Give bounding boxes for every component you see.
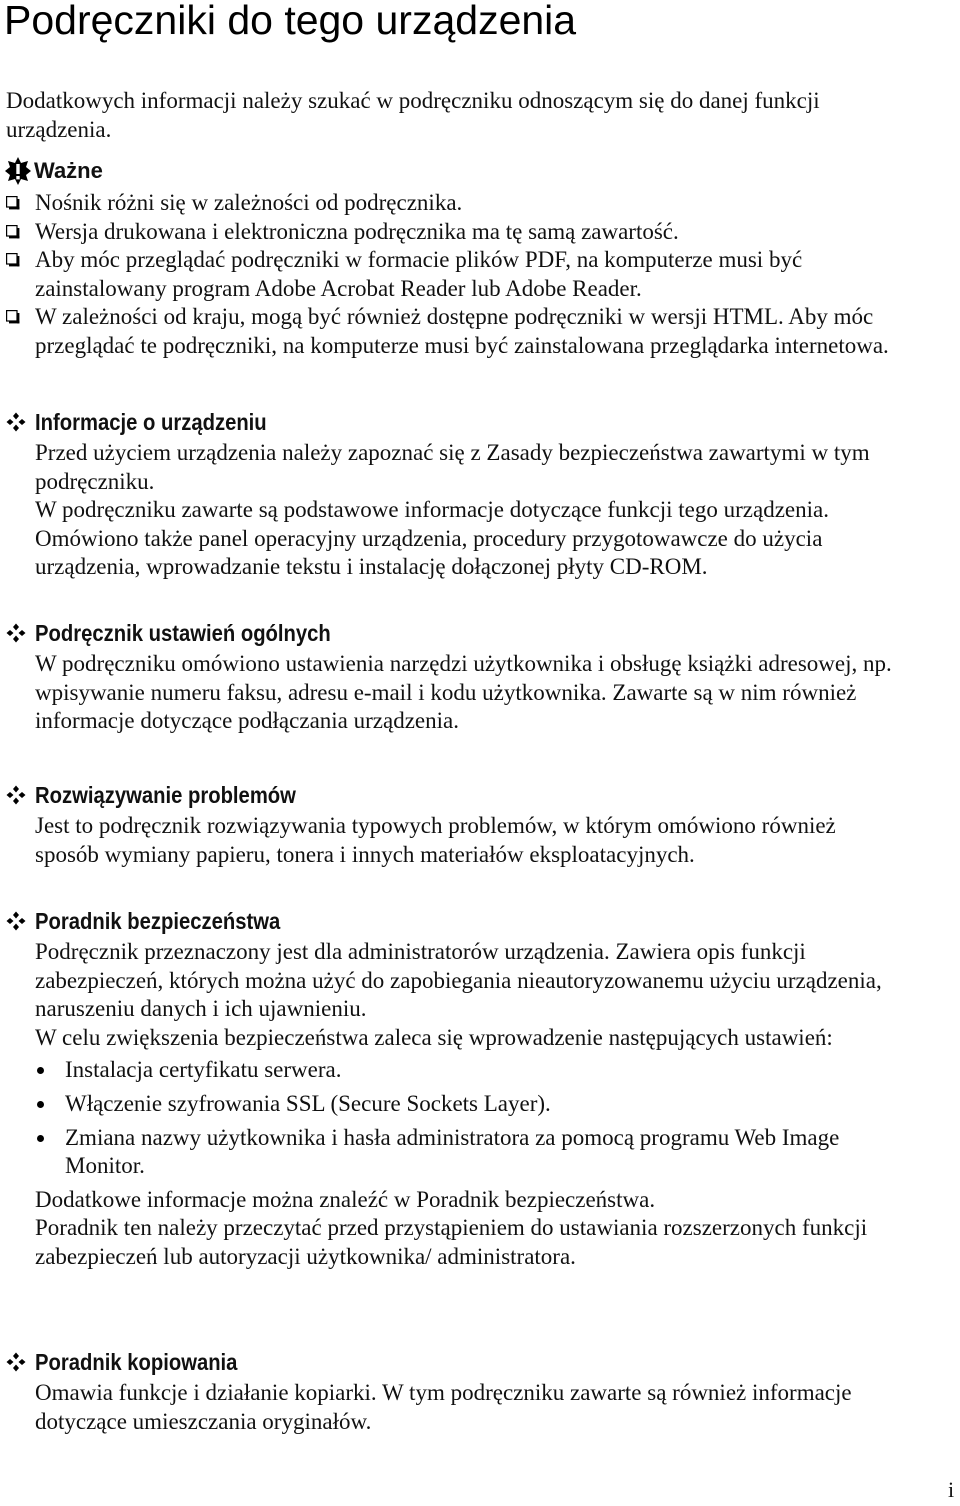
section-paragraph: W celu zwiększenia bezpieczeństwa zaleca się wprowadzenie następujących ustawień: (35, 1024, 833, 1050)
section-title: Podręcznik ustawień ogólnych (35, 620, 331, 646)
section-paragraph: Omawia funkcje i działanie kopiarki. W tym podręczniku zawarte są również informacje dotyczące umieszczania oryginałów. (35, 1380, 852, 1434)
diamond-bullet-icon (6, 785, 26, 805)
list-item-text: Instalacja certyfikatu serwera. (65, 1057, 342, 1083)
section-body (35, 938, 895, 1272)
important-item-text: Wersja drukowana i elektroniczna podręcznika ma tę samą zawartość. (35, 218, 679, 244)
checkbox-icon (6, 253, 20, 267)
section-body (35, 439, 895, 582)
section-title: Rozwiązywanie problemów (35, 782, 296, 808)
section-header (0, 904, 900, 938)
section-paragraph: Poradnik ten należy przeczytać przed przystąpieniem do ustawiania rozszerzonych funkcji zabezpieczeń lub autoryzacji użytkownika/ administratora. (35, 1215, 868, 1269)
intro-text: Dodatkowych informacji należy szukać w podręczniku odnoszącym się do danej funkcji urządzenia. (6, 88, 820, 142)
important-label: Ważne (34, 158, 103, 183)
page-title: Podręczniki do tego urządzenia (4, 0, 577, 43)
section-paragraph: W podręczniku zawarte są podstawowe informacje dotyczące funkcji tego urządzenia. Omówiono także panel operacyjny urządzenia, procedury przygotowawcze do użycia urządzenia, wprowadzanie tekstu i instalację dołączonej płyty CD-ROM. (35, 497, 829, 580)
settings-list (35, 1056, 895, 1180)
section-body (35, 1379, 895, 1436)
page-number: i (948, 1477, 955, 1502)
important-icon (4, 156, 32, 186)
section-header (0, 778, 900, 812)
section-title: Informacje o urządzeniu (35, 409, 267, 435)
important-note-header (4, 156, 103, 186)
diamond-bullet-icon (6, 1352, 26, 1372)
section-title: Poradnik kopiowania (35, 1349, 238, 1375)
section-bezpieczenstwo (0, 904, 900, 1272)
list-item-text: Zmiana nazwy użytkownika i hasła administratora za pomocą programu Web Image Monitor. (65, 1124, 840, 1179)
section-rozwiazywanie (0, 778, 900, 869)
section-paragraph: W podręczniku omówiono ustawienia narzędzi użytkownika i obsługę książki adresowej, np. wpisywanie numeru faksu, adresu e-mail i kodu użytkownika. Zawarte są w nim również informacje dotyczące podłączania urządzenia. (35, 651, 892, 734)
checkbox-icon (6, 225, 20, 239)
bullet-dot-icon (37, 1067, 44, 1074)
bullet-dot-icon (37, 1135, 44, 1142)
important-item-text: W zależności od kraju, mogą być również dostępne podręczniki w wersji HTML. Aby móc przeglądać te podręczniki, na komputerze musi być zainstalowana przeglądarka internetowa. (35, 304, 889, 358)
section-paragraph: Jest to podręcznik rozwiązywania typowych problemów, w którym omówiono również sposób wymiany papieru, tonera i innych materiałów eksploatacyjnych. (35, 813, 836, 867)
section-body (35, 650, 895, 736)
section-paragraph: Podręcznik przeznaczony jest dla administratorów urządzenia. Zawiera opis funkcji zabezpieczeń, których można użyć do zapobiegania nieautoryzowanemu użyciu urządzenia, naruszeniu danych i ich ujawnieniu. (35, 939, 882, 1022)
section-kopiowanie (0, 1345, 900, 1436)
section-paragraph: Dodatkowe informacje można znaleźć w Poradnik bezpieczeństwa. (35, 1186, 656, 1212)
list-item (35, 1090, 895, 1119)
diamond-bullet-icon (6, 911, 26, 931)
list-item (35, 1124, 895, 1181)
important-item-text: Aby móc przeglądać podręczniki w formacie plików PDF, na komputerze musi być zainstalowany program Adobe Acrobat Reader lub Adobe Reader. (35, 247, 803, 301)
important-item (0, 218, 900, 247)
section-body (35, 812, 895, 869)
important-item (0, 246, 900, 303)
section-ustawienia-ogolne (0, 616, 900, 736)
important-item (0, 303, 900, 360)
section-header (0, 405, 900, 439)
section-paragraph: Przed użyciem urządzenia należy zapoznać się z Zasady bezpieczeństwa zawartymi w tym podręczniku. (35, 440, 870, 494)
checkbox-icon (6, 196, 20, 210)
important-item (0, 189, 900, 218)
diamond-bullet-icon (6, 623, 26, 643)
section-informacje (0, 405, 900, 582)
section-header (0, 616, 900, 650)
section-title: Poradnik bezpieczeństwa (35, 908, 281, 934)
diamond-bullet-icon (6, 412, 26, 432)
important-list (0, 189, 900, 361)
bullet-dot-icon (37, 1101, 44, 1108)
section-header (0, 1345, 900, 1379)
checkbox-icon (6, 310, 20, 324)
important-item-text: Nośnik różni się w zależności od podręcznika. (35, 190, 463, 215)
list-item-text: Włączenie szyfrowania SSL (Secure Sockets Layer). (65, 1090, 551, 1116)
list-item (35, 1056, 895, 1085)
